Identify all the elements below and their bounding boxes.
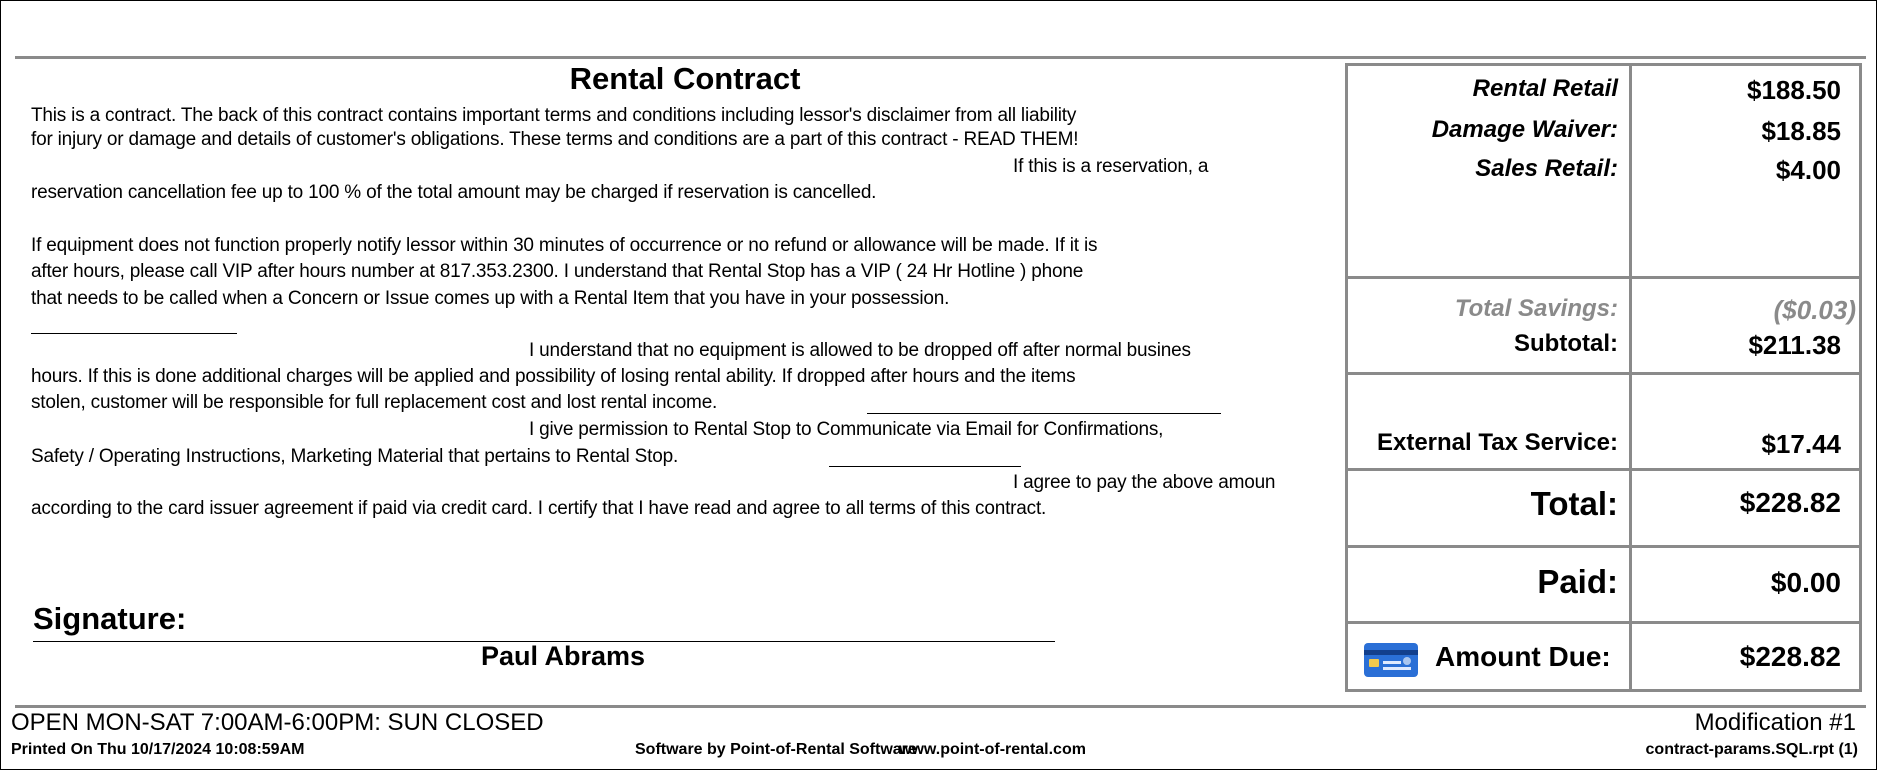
totals-column-divider	[1629, 63, 1632, 692]
printed-timestamp: Printed On Thu 10/17/2024 10:08:59AM	[11, 741, 305, 758]
total-savings-value: ($0.03)	[1773, 295, 1856, 325]
store-hours: OPEN MON-SAT 7:00AM-6:00PM: SUN CLOSED	[11, 709, 544, 736]
reservation-line-1: If this is a reservation, a	[1013, 156, 1209, 177]
credit-card-icon	[1363, 641, 1419, 679]
bottom-divider	[15, 705, 1866, 708]
top-divider	[15, 56, 1866, 59]
external-tax-value: $17.44	[1761, 429, 1841, 459]
external-tax-label: External Tax Service:	[1376, 429, 1618, 456]
terms-line-2: for injury or damage and details of customer's obligations. These terms and conditions are a part of this contract - READ THEM!	[31, 129, 1079, 150]
payment-line-1: I agree to pay the above amoun	[1013, 472, 1276, 493]
email-line-2: Safety / Operating Instructions, Marketing Material that pertains to Rental Stop.	[31, 446, 679, 467]
damage-waiver-label: Damage Waiver:	[1431, 116, 1618, 143]
initial-line-dropoff	[867, 413, 1221, 414]
dropoff-line-1: I understand that no equipment is allowed to be dropped off after normal busines	[529, 340, 1191, 361]
paid-value: $0.00	[1770, 567, 1841, 598]
terms-line-1: This is a contract. The back of this contract contains important terms and conditions including lessor's disclaimer from all liability	[31, 105, 1077, 126]
sales-retail-label: Sales Retail:	[1475, 155, 1618, 182]
email-line-1: I give permission to Rental Stop to Communicate via Email for Confirmations,	[529, 419, 1164, 440]
dropoff-line-2: hours. If this is done additional charges will be applied and possibility of losing rental ability. If dropped after hours and the items	[31, 366, 1076, 387]
amount-due-value: $228.82	[1739, 641, 1841, 672]
equipment-line-3: that needs to be called when a Concern or Issue comes up with a Rental Item that you have in your possession.	[31, 288, 950, 309]
sales-retail-value: $4.00	[1775, 155, 1841, 185]
total-label: Total:	[1530, 485, 1618, 522]
initial-line-vip	[31, 333, 237, 334]
dropoff-line-3: stolen, customer will be responsible for full replacement cost and lost rental income.	[31, 392, 718, 413]
report-file-name: contract-params.SQL.rpt (1)	[1645, 741, 1858, 758]
signature-label: Signature:	[33, 601, 187, 636]
subtotal-value: $211.38	[1748, 330, 1841, 360]
equipment-line-1: If equipment does not function properly notify lessor within 30 minutes of occurrence or no refund or allowance will be made. If it is	[31, 235, 1098, 256]
software-credit: Software by Point-of-Rental Software	[635, 741, 917, 758]
initial-line-email	[829, 466, 1021, 467]
total-savings-label: Total Savings:	[1454, 295, 1618, 322]
paid-label: Paid:	[1537, 563, 1618, 600]
subtotal-label: Subtotal:	[1514, 330, 1618, 357]
rental-retail-value: $188.50	[1747, 75, 1841, 105]
total-value: $228.82	[1739, 487, 1841, 518]
contract-title: Rental Contract	[569, 61, 801, 96]
amount-due-label: Amount Due:	[1435, 641, 1611, 672]
reservation-line-2: reservation cancellation fee up to 100 % of the total amount may be charged if reservation is cancelled.	[31, 182, 877, 203]
signer-name: Paul Abrams	[480, 641, 646, 671]
rental-retail-label: Rental Retail	[1472, 75, 1618, 102]
payment-line-2: according to the card issuer agreement if paid via credit card. I certify that I have read and agree to all terms of this contract.	[31, 498, 1047, 519]
damage-waiver-value: $18.85	[1761, 116, 1841, 146]
website-link: www.point-of-rental.com	[899, 741, 1086, 758]
equipment-line-2: after hours, please call VIP after hours number at 817.353.2300. I understand that Rental Stop has a VIP ( 24 Hr Hotline ) phone	[31, 261, 1084, 282]
modification-number: Modification #1	[1694, 709, 1856, 736]
